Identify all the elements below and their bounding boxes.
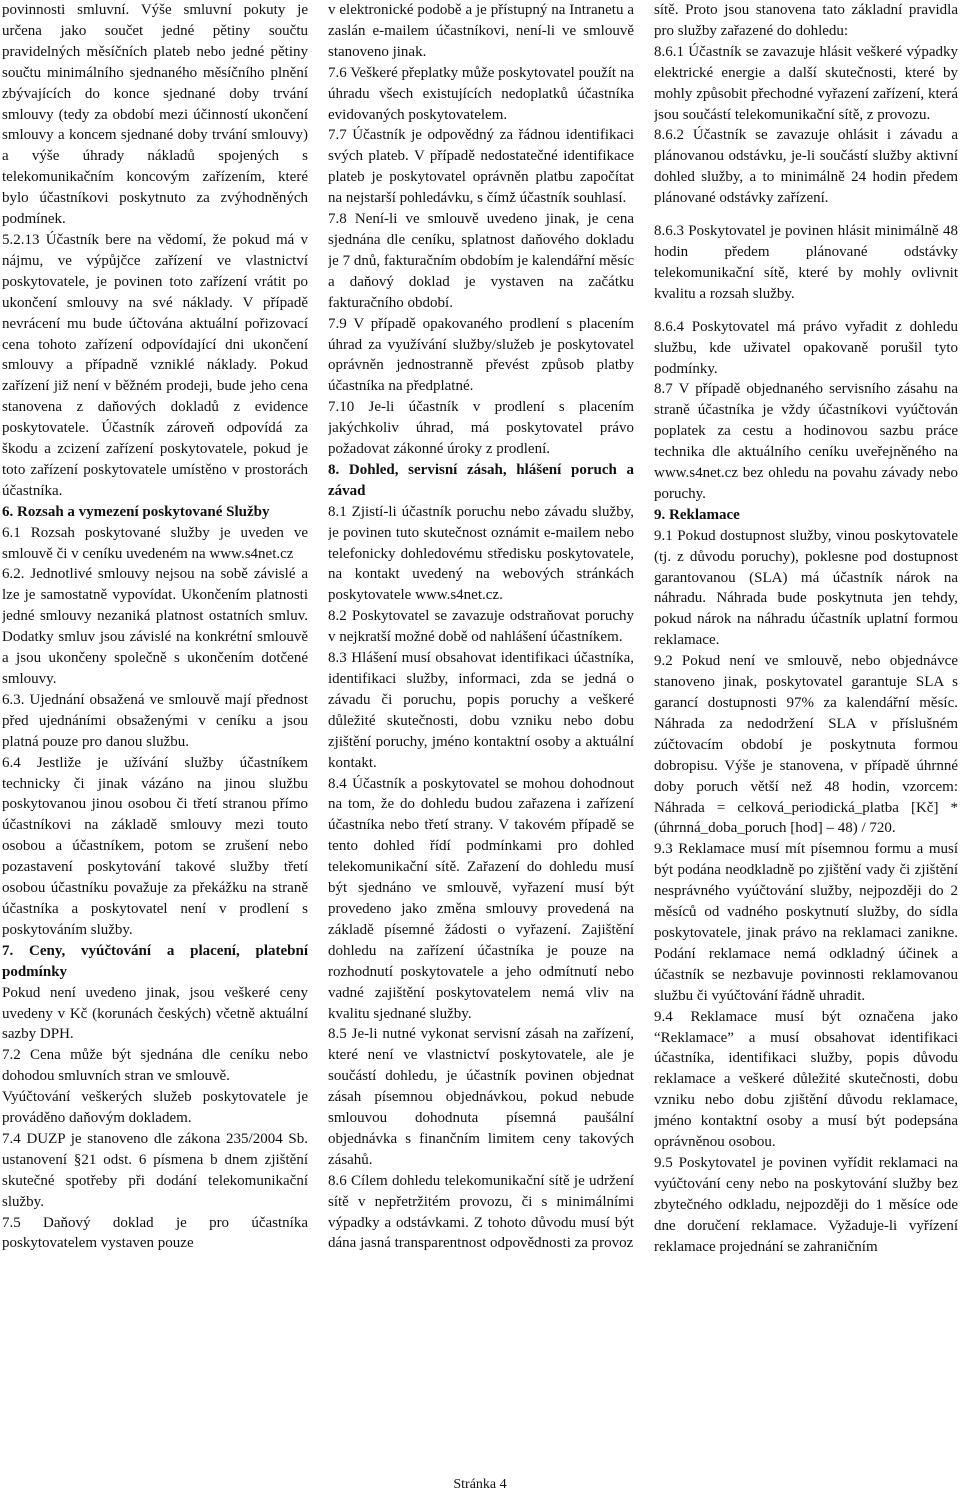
paragraph: 8.6 Cílem dohledu telekomunikační sítě je udržení sítě v nepřetržitém provozu, či s minimálními výpadky a odstávkami. Z tohoto důvodu musí být dána jasná transparentnost odpovědnosti za provoz: [328, 1172, 634, 1252]
paragraph: 6.1 Rozsah poskytované služby je uveden ve smlouvě či v ceníku uvedeném na www.s4net.cz: [2, 524, 308, 562]
page-number: Stránka 4: [453, 1477, 507, 1492]
paragraph: 7.2 Cena může být sjednána dle ceníku nebo dohodou smluvních stran ve smlouvě.: [2, 1047, 308, 1085]
paragraph: 7.8 Není-li ve smlouvě uvedeno jinak, je cena sjednána dle ceníku, splatnost daňového dokladu je 7 dnů, fakturačním obdobím je kalendářní měsíc a daňový doklad je vystaven na začátku fakturačního období.: [328, 211, 634, 311]
paragraph: 6.2. Jednotlivé smlouvy nejsou na sobě závislé a lze je samostatně vypovídat. Ukončením platnosti jedné smlouvy nezaniká platnost ostatních smluv. Dodatky smluv jsou závislé na konkrétní smlouvě a jsou ukončeny společně s ukončením dotčené smlouvy.: [2, 566, 308, 687]
paragraph: 7.9 V případě opakovaného prodlení s placením úhrad za využívání služby/služeb je poskytovatel oprávněn jednostranně převést způsob platby účastníka na předplatné.: [328, 315, 634, 395]
paragraph: 8.6.3 Poskytovatel je povinen hlásit minimálně 48 hodin předem plánované odstávky telekomunikační sítě, které by mohly ovlivnit kvalitu a rozsah služby.: [654, 223, 958, 302]
paragraph: 8.6.4 Poskytovatel má právo vyřadit z dohledu službu, kde uživatel opakovaně porušil tyto podmínky.: [654, 318, 958, 377]
paragraph: 5.2.13 Účastník bere na vědomí, že pokud má v nájmu, ve výpůjčce zařízení ve vlastnictví poskytovatele, je povinen toto zařízení vrátit po ukončení smlouvy na své náklady. V případě nevrácení mu bude účtována aktuální pořizovací cena tohoto zařízení odpovídající dni ukončení smlouvy a případně vzniklé náklady. Pokud zařízení již není v běžném prodeji, bude jeho cena stanovena z daňových dokladů z evidence poskytovatele. Účastník zároveň odpovídá za škodu a zcizení zařízení poskytovatele, pokud je toto zařízení poskytovatele umístěno v prostorách účastníka.: [2, 231, 308, 499]
section-heading: 6. Rozsah a vymezení poskytované Služby: [2, 503, 270, 520]
paragraph: povinnosti smluvní. Výše smluvní pokuty je určena jako součet jedné pětiny součtu pravidelných měsíčních plateb nebo jedné pětiny součtu minimálního sjednaného měsíčního plnění zbývajících do konce sjednané doby trvání smlouvy (tedy za období mezi účinností ukončení smlouvy a koncem sjednané doby trvání smlouvy) a výše úhrady nákladů spojených s telekomunikačním koncovým zařízením, které bylo účastníkovi poskytnuto za zvýhodněných podmínek.: [2, 2, 308, 228]
paragraph: 9.2 Pokud není ve smlouvě, nebo objednávce stanoveno jinak, poskytovatel garantuje SLA s garancí dostupnosti 97% za kalendářní měsíc. Náhrada za nedodržení SLA v příslušném zúčtovacím období je poskytnuta formou dobropisu. Výše je stanovena, v případě úhrnné doby poruch větší než 48 hodin, vzorcem: Náhrada = celková_periodická_platba [Kč] * (úhrnná_doba_poruch [hod] – 48) / 720.: [654, 653, 958, 837]
section-heading: 8. Dohled, servisní zásah, hlášení poruch a závad: [328, 461, 634, 499]
paragraph: 8.6.2 Účastník se zavazuje ohlásit i závadu a plánovanou odstávku, je-li součástí služby aktivní dohled služby, a to minimálně 24 hodin předem plánované odstávky zařízení.: [654, 127, 958, 207]
paragraph: 6.3. Ujednání obsažená ve smlouvě mají přednost před ujednáními obsaženými v ceníku a jsou platná pouze pro danou službu.: [2, 691, 308, 750]
text-column-2: [328, 0, 634, 1470]
paragraph: 7.10 Je-li účastník v prodlení s placením jakýchkoliv úhrad, má poskytovatel právo požadovat zákonné úroky z prodlení.: [328, 399, 634, 458]
paragraph: 8.4 Účastník a poskytovatel se mohou dohodnout na tom, že do dohledu budou zařazena i zařízení účastníka nebo třetí strany. V takovém případě se tento dohled řídí podmínkami pro dohled telekomunikační sítě. Zařazení do dohledu musí být sjednáno ve smlouvě, vyřazení musí být provedeno jako změna smlouvy provedená na základě písemné žádosti o vyřazení. Zajištění dohledu na zařízení účastníka je pouze na rozhodnutí poskytovatele a jeho odmítnutí nebo vadné zajištění poskytovatelem nemá vliv na kvalitu sjednané služby.: [328, 775, 634, 1022]
paragraph: 8.7 V případě objednaného servisního zásahu na straně účastníka je vždy účastníkovi vyúčtován poplatek za cestu a hodinovou sazbu práce technika dle aktuálního ceníku uveřejněného na www.s4net.cz bez ohledu na povahu závady nebo poruchy.: [654, 381, 958, 502]
paragraph: 8.5 Je-li nutné vykonat servisní zásah na zařízení, které není ve vlastnictví poskytovatele, ale je součástí dohledu, je účastník povinen objednat zásah písemnou objednávkou, pokud nebude smlouvou dohodnuta písemná paušální objednávka s finančním limitem ceny takových zásahů.: [328, 1026, 634, 1168]
paragraph: 7.5 Daňový doklad je pro účastníka poskytovatelem vystaven pouze: [2, 1214, 308, 1252]
text-column-1: [2, 0, 308, 1470]
paragraph: Pokud není uvedeno jinak, jsou veškeré ceny uvedeny v Kč (korunách českých) včetně aktuální sazby DPH.: [2, 984, 308, 1043]
paragraph: v elektronické podobě a je přístupný na Intranetu a zaslán e-mailem účastníkovi, není-li ve smlouvě stanoveno jinak.: [328, 2, 634, 60]
paragraph: 7.6 Veškeré přeplatky může poskytovatel použít na úhradu všech existujících nedoplatků účastníka evidovaných poskytovatelem.: [328, 64, 634, 123]
paragraph: 9.4 Reklamace musí být označena jako “Reklamace” a musí obsahovat identifikaci účastníka, identifikaci služby, popis důvodu reklamace a veškeré důležité skutečnosti, dobu vzniku nebo dobu zjištění důvodu reklamace, jméno kontaktní osoby a musí být podepsána oprávněnou osobou.: [654, 1008, 958, 1151]
paragraph: 8.2 Poskytovatel se zavazuje odstraňovat poruchy v nejkratší možné době od nahlášení účastníkem.: [328, 608, 634, 646]
paragraph: sítě. Proto jsou stanovena tato základní pravidla pro služby zařazené do dohledu:: [654, 2, 958, 39]
section-heading: 9. Reklamace: [654, 506, 740, 523]
paragraph: 8.1 Zjistí-li účastník poruchu nebo závadu služby, je povinen tuto skutečnost oznámit e-mailem nebo telefonicky dohledovému středisku poskytovatele, na kontakt uvedený na webových stránkách poskytovatele www.s4net.cz.: [328, 503, 634, 604]
section-heading: 7. Ceny, vyúčtování a placení, platební podmínky: [2, 942, 308, 980]
paragraph: 9.1 Pokud dostupnost služby, vinou poskytovatele (tj. z důvodu poruchy), poklesne pod dostupnost garantovanou (SLA) má účastník nárok na náhradu. Náhrada bude poskytnuta jen tehdy, pokud nárok na náhradu účastník uplatní formou reklamace.: [654, 527, 958, 649]
paragraph: 7.7 Účastník je odpovědný za řádnou identifikaci svých plateb. V případě nedostatečné identifikace plateb je poskytovatel oprávněn platbu započítat na nejstarší pohledávku, s čímž účastník souhlasí.: [328, 127, 634, 207]
paragraph: 7.4 DUZP je stanoveno dle zákona 235/2004 Sb. ustanovení §21 odst. 6 písmena b dnem zjištění skutečné spotřeby při dodání telekomunikační služby.: [2, 1130, 308, 1210]
paragraph: 9.3 Reklamace musí mít písemnou formu a musí být podána neodkladně po zjištění vady či zjištění nesprávného vyúčtování služby, nejpozději do 2 měsíců od vadného poskytnutí služby, do sídla poskytovatele, jinak právo na reklamaci zanikne. Podání reklamace nemá odkladný účinek a účastník se nezbavuje povinnosti reklamovanou službu či vyúčtování řádně uhradit.: [654, 841, 958, 1004]
paragraph: 6.4 Jestliže je užívání služby účastníkem technicky či jinak vázáno na jinou službu poskytovanou jinou osobou či třetí stranou přímo účastníkovi na základě smlouvy mezi touto osobou a účastníkem, potom se zrušení nebo pozastavení poskytování takové služby třetí osobou účastníku považuje za překážku na straně účastníka a poskytovatel není v prodlení s poskytováním služby.: [2, 754, 308, 938]
paragraph: 9.5 Poskytovatel je povinen vyřídit reklamaci na vyúčtování ceny nebo na poskytování služby bez zbytečného odkladu, nejpozději do 1 měsíce ode dne doručení reklamace. Vyžaduje-li vyřízení reklamace projednání se zahraničním: [654, 1154, 958, 1255]
paragraph: Vyúčtování veškerých služeb poskytovatele je prováděno daňovým dokladem.: [2, 1089, 308, 1127]
paragraph: 8.3 Hlášení musí obsahovat identifikaci účastníka, identifikaci služby, informaci, zda se jedná o závadu či poruchu, popis poruchy a veškeré důležité skutečnosti, dobu vzniku nebo dobu zjištění poruchy, jméno kontaktní osoby a aktuální kontakt.: [328, 650, 634, 771]
text-column-3: [654, 0, 958, 1470]
paragraph: 8.6.1 Účastník se zavazuje hlásit veškeré výpadky elektrické energie a další skutečnosti, které by mohly způsobit přechodné vyřazení zařízení, která jsou součástí telekomunikační sítě, z provozu.: [654, 43, 958, 123]
